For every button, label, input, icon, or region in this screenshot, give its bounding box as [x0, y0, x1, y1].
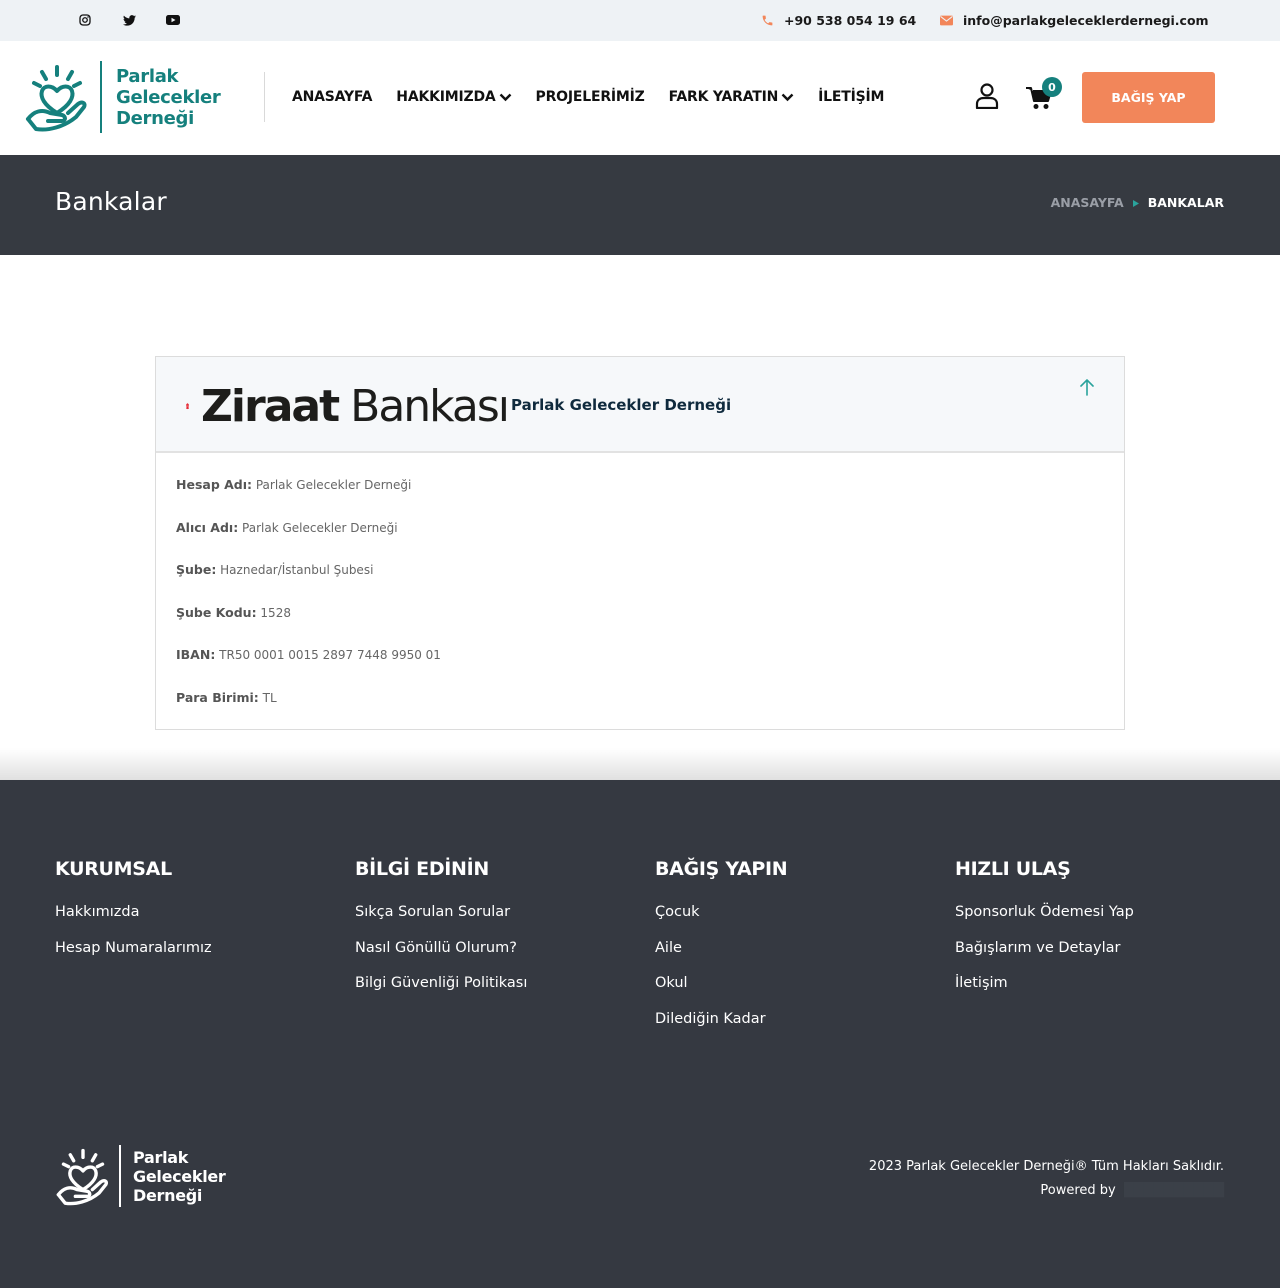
footer-column-info: [355, 858, 645, 1011]
nav-make-difference[interactable]: [669, 89, 795, 105]
powered-by-label: Powered by: [1040, 1183, 1116, 1198]
nav-about-label: HAKKIMIZDA: [396, 89, 496, 105]
logo-line-2: Gelecekler: [133, 1166, 226, 1186]
detail-value: TL: [262, 690, 277, 705]
phone-icon: [761, 14, 774, 27]
detail-value: Parlak Gelecekler Derneği: [242, 520, 398, 535]
donate-button[interactable]: BAĞIŞ YAP: [1082, 72, 1215, 123]
detail-row: [176, 520, 441, 563]
phone-number: +90 538 054 19 64: [784, 12, 917, 28]
footer-link-volunteer[interactable]: Nasıl Gönüllü Olurum?: [355, 939, 517, 956]
breadcrumb-arrow-icon: [1133, 195, 1139, 210]
footer-column-title: BİLGİ EDİNİN: [355, 858, 490, 880]
detail-row: [176, 605, 441, 648]
page-title-band: [0, 155, 1280, 255]
footer-link-family[interactable]: Aile: [655, 939, 682, 956]
powered-by-line: [869, 1179, 1224, 1203]
ziraat-bank-logo: [186, 371, 508, 441]
footer-column-title: HIZLI ULAŞ: [955, 858, 1071, 880]
instagram-icon[interactable]: [77, 12, 93, 28]
detail-row: [176, 562, 441, 605]
footer-column-title: KURUMSAL: [55, 858, 172, 880]
nav-contact-label: İLETİŞİM: [818, 89, 885, 105]
top-bar: [0, 0, 1280, 41]
detail-value: 1528: [260, 605, 291, 620]
logo-line-3: Derneği: [116, 107, 195, 129]
heart-hand-logo-icon: [24, 61, 90, 133]
detail-value: Haznedar/İstanbul Şubesi: [220, 563, 374, 577]
arrow-up-icon[interactable]: [1078, 377, 1096, 397]
footer-link-child[interactable]: Çocuk: [655, 904, 700, 920]
footer-logo-wordmark: [119, 1145, 226, 1207]
top-phone[interactable]: [761, 11, 916, 29]
footer-link-contact[interactable]: İletişim: [955, 975, 1008, 991]
footer-column-corporate: [55, 858, 345, 975]
nav-difference-label: FARK YARATIN: [668, 89, 779, 105]
logo-wordmark: [100, 61, 220, 133]
bank-name-bold: Ziraat: [201, 380, 339, 432]
nav-home-label: ANASAYFA: [292, 89, 373, 105]
footer-logo[interactable]: [55, 1144, 226, 1208]
copyright: [869, 1155, 1224, 1203]
breadcrumb: [1051, 195, 1224, 210]
nav-projects[interactable]: [536, 89, 645, 105]
footer-link-accounts[interactable]: Hesap Numaralarımız: [55, 939, 212, 956]
footer-link-about[interactable]: Hakkımızda: [55, 904, 140, 920]
footer-link-sponsorship[interactable]: Sponsorluk Ödemesi Yap: [955, 904, 1134, 920]
site-footer: [0, 780, 1280, 1288]
email-address: info@parlakgeleceklerdernegi.com: [963, 12, 1209, 28]
heart-hand-logo-icon: [55, 1145, 111, 1207]
detail-label: Alıcı Adı:: [176, 519, 239, 535]
footer-column-donate: [655, 858, 945, 1046]
youtube-icon[interactable]: [165, 12, 181, 28]
detail-row: [176, 647, 441, 690]
bank-account-card: [155, 356, 1125, 730]
footer-column-title: BAĞIŞ YAPIN: [655, 858, 788, 880]
footer-column-quick: [955, 858, 1245, 1011]
user-account-icon[interactable]: [975, 83, 999, 109]
main-nav: [292, 87, 908, 107]
footer-link-faq[interactable]: Sıkça Sorulan Sorular: [355, 904, 511, 920]
main-header: [0, 41, 1280, 155]
footer-link-any-amount[interactable]: Dilediğin Kadar: [655, 1010, 766, 1027]
header-divider: [264, 72, 265, 122]
nav-about[interactable]: [396, 89, 511, 105]
nav-home[interactable]: [292, 89, 372, 105]
breadcrumb-current: BANKALAR: [1147, 195, 1224, 210]
chevron-down-icon: [499, 93, 512, 102]
envelope-icon: [940, 15, 953, 26]
bank-name: [201, 381, 508, 432]
nav-contact[interactable]: [818, 89, 884, 105]
bank-card-details: [176, 477, 441, 732]
logo-line-1: Parlak: [133, 1147, 189, 1167]
detail-value: Parlak Gelecekler Derneği: [255, 478, 412, 492]
bank-name-regular: Bankası: [350, 380, 508, 432]
footer-link-school[interactable]: Okul: [655, 975, 688, 991]
detail-row: [176, 477, 441, 520]
bank-card-header[interactable]: [156, 357, 1124, 453]
twitter-icon[interactable]: [121, 12, 137, 28]
logo-line-2: Gelecekler: [116, 86, 221, 108]
detail-row: [176, 690, 441, 733]
footer-shadow: [0, 748, 1280, 780]
chevron-down-icon: [781, 93, 794, 102]
detail-label: Para Birimi:: [176, 689, 259, 705]
footer-link-privacy[interactable]: Bilgi Güvenliği Politikası: [355, 975, 528, 991]
top-email[interactable]: [940, 11, 1209, 29]
bank-card-owner: Parlak Gelecekler Derneği: [511, 396, 732, 414]
copyright-text: 2023 Parlak Gelecekler Derneği® Tüm Hakları Saklıdır.: [868, 1159, 1224, 1174]
logo-line-3: Derneği: [133, 1185, 203, 1205]
footer-link-my-donations[interactable]: Bağışlarım ve Detaylar: [955, 939, 1121, 956]
cart-count-badge: 0: [1042, 77, 1062, 97]
detail-label: Şube:: [176, 562, 217, 577]
detail-label: Şube Kodu:: [176, 604, 257, 620]
page-title: Bankalar: [55, 187, 167, 216]
detail-label: IBAN:: [176, 647, 216, 662]
detail-label: Hesap Adı:: [176, 477, 253, 492]
breadcrumb-home[interactable]: ANASAYFA: [1050, 195, 1124, 210]
nav-projects-label: PROJELERİMİZ: [535, 89, 645, 105]
iban-value: TR50 0001 0015 2897 7448 9950 01: [219, 648, 441, 662]
powered-by-brand[interactable]: ██████████: [1115, 1183, 1224, 1198]
logo-line-1: Parlak: [116, 65, 179, 87]
site-logo[interactable]: [24, 60, 229, 134]
wheat-emblem-icon: [186, 371, 189, 441]
